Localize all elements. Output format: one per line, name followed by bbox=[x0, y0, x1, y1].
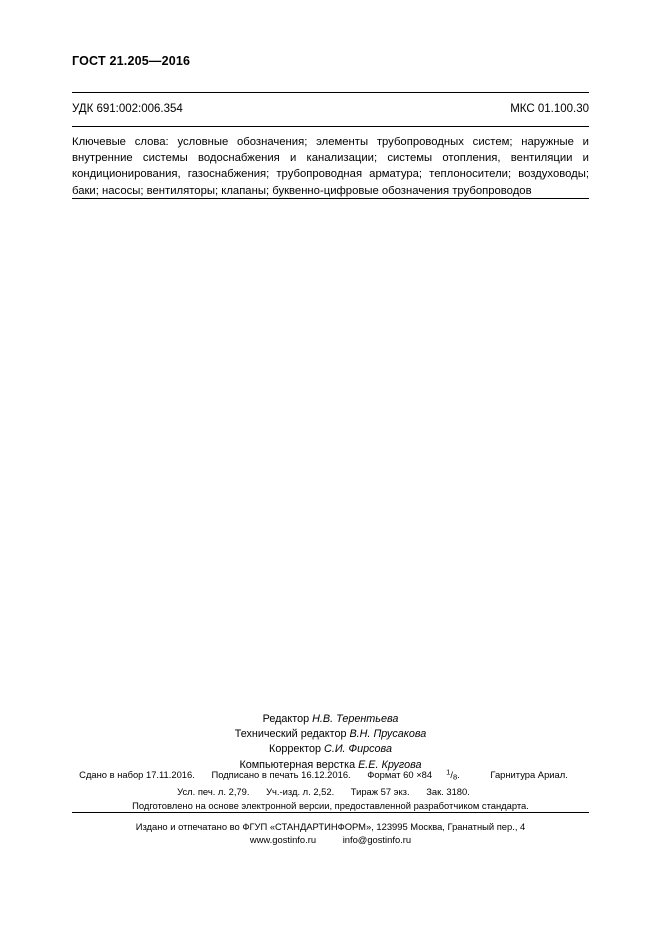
credit-editor bbox=[0, 712, 661, 727]
credit-layout-name: Е.Е. Кругова bbox=[358, 758, 422, 771]
credit-technical-editor bbox=[0, 727, 661, 742]
publisher-contacts bbox=[0, 833, 661, 846]
imprint-line-dates bbox=[0, 766, 661, 785]
credit-layout-label: Компьютерная верстка bbox=[239, 758, 356, 771]
credit-editor-name: Н.В. Терентьева bbox=[312, 713, 399, 725]
credit-technical-editor-label: Технический редактор bbox=[234, 728, 347, 741]
publisher-block bbox=[0, 820, 661, 847]
divider-below-keywords bbox=[72, 198, 589, 199]
divider-middle bbox=[72, 126, 589, 127]
imprint-typeface: Гарнитура Ариал. bbox=[490, 769, 568, 781]
publisher-email[interactable]: info@gostinfo.ru bbox=[342, 834, 412, 846]
imprint-order-number: Зак. 3180. bbox=[426, 785, 470, 797]
udk-code: УДК 691:002:006.354 bbox=[72, 103, 183, 115]
imprint-circulation: Тираж 57 экз. bbox=[350, 785, 410, 797]
keywords-paragraph: Ключевые слова: условные обозначения; элементы трубопроводных систем; наружные и внутренние системы водоснабжения и канализации; системы отопления, вентиляции и кондиционирования, газоснабжения; трубопроводная арматура; теплоносители; воздуховоды; баки; насосы; вентиляторы; клапаны; буквенно-цифровые обозначения трубопроводов bbox=[72, 136, 589, 197]
credit-corrector bbox=[0, 742, 661, 757]
imprint-block bbox=[0, 766, 661, 813]
imprint-format-suffix: . bbox=[457, 769, 460, 781]
credit-editor-label: Редактор bbox=[262, 713, 310, 725]
udk-mks-row bbox=[72, 103, 589, 115]
imprint-note: Подготовлено на основе электронной версии, предоставленной разработчиком стандарта. bbox=[132, 800, 529, 812]
page-title: ГОСТ 21.205—2016 bbox=[72, 54, 191, 68]
imprint-line-sheets bbox=[0, 785, 661, 799]
imprint-format-denominator: 8 bbox=[452, 772, 458, 782]
credit-technical-editor-name: В.Н. Прусакова bbox=[349, 728, 427, 741]
credit-corrector-name: С.И. Фирсова bbox=[324, 743, 392, 756]
publisher-line: Издано и отпечатано во ФГУП «СТАНДАРТИНФОРМ», 123995 Москва, Гранатный пер., 4 bbox=[135, 821, 526, 832]
divider-footer bbox=[72, 812, 589, 813]
imprint-format-numerator: 1 bbox=[446, 768, 451, 777]
imprint-format-prefix: Формат 60 ×84 bbox=[367, 769, 433, 781]
imprint-printed-sheets: Усл. печ. л. 2,79. bbox=[177, 785, 250, 797]
credit-corrector-label: Корректор bbox=[269, 743, 322, 756]
publisher-website[interactable]: www.gostinfo.ru bbox=[249, 834, 317, 846]
divider-top bbox=[72, 92, 589, 93]
imprint-typeset-date: Сдано в набор 17.11.2016. bbox=[79, 769, 195, 781]
imprint-publisher-sheets: Уч.-изд. л. 2,52. bbox=[266, 785, 335, 797]
mks-code: МКС 01.100.30 bbox=[510, 103, 589, 115]
credits-block bbox=[0, 712, 661, 773]
imprint-format: Формат 60 ×84 $^1/_8$. bbox=[367, 768, 460, 782]
imprint-signed-date: Подписано в печать 16.12.2016. bbox=[211, 769, 351, 781]
